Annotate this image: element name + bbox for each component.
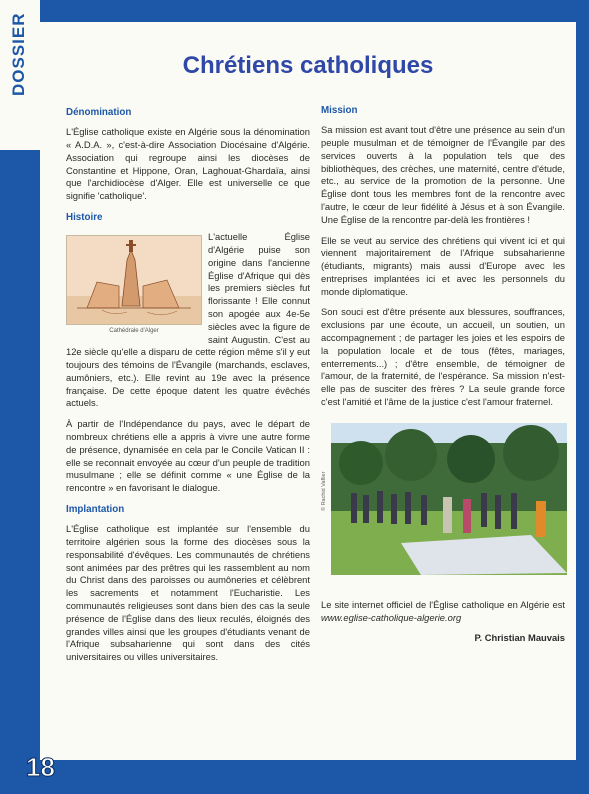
histoire-paragraph-2: À partir de l'Indépendance du pays, avec le départ de nombreux chrétiens elle a appris à vivre une autre forme de présence, dynamisée en cela par le Concile Vatican II : elle se reconnait envoyée au cœur d'un peuple de tradition musulmane ; elle se définit comme « une Église de la rencontre » en favorisant le dialogue. xyxy=(66,418,310,494)
mission-paragraph-1: Sa mission est avant tout d'être une présence au sein d'un peuple musulman et de témoigner de l'Évangile par des services ouverts à la population tels que des bibliothèques, des crèches, une maternité, centre d'étude, etc., au service de la promotion de la personne. Une Église dont tous les membres font de la rencontre avec l'autre, le cœur de leur fidélité à Jésus et à son Évangile. Une Église de la rencontre par-delà les frontières ! xyxy=(321,124,565,225)
section-heading-mission: Mission xyxy=(321,105,358,116)
author-signature: P. Christian Mauvais xyxy=(474,632,565,644)
section-heading-histoire: Histoire xyxy=(66,212,103,223)
website-text: Le site internet officiel de l'Église catholique en Algérie est xyxy=(321,598,565,610)
page-number: 18 xyxy=(26,752,55,782)
section-heading-denomination: Dénomination xyxy=(66,107,132,118)
website-link[interactable]: www.eglise-catholique-algerie.org xyxy=(321,611,462,623)
mission-paragraph-2: Elle se veut au service des chrétiens qui vivent ici et qui viennent majoritairement de l'Afrique subsaharienne (étudiants, migrants) mais aussi d'Europe avec les entreprises implantées ici et avec les personnels du monde diplomatique. xyxy=(321,234,565,297)
cathedral-sketch-image xyxy=(66,235,202,325)
magazine-page xyxy=(40,22,576,760)
group-photo-image xyxy=(331,423,567,575)
article-title: Chrétiens catholiques xyxy=(182,52,434,79)
denomination-paragraph: L'Église catholique existe en Algérie sous la dénomination « A.D.A. », c'est-à-dire Association Diocésaine d'Algérie. Association qui regroupe ainsi les diocèses de Constantine et Hippone, Oran, Laghouat-Ghardaïa, ainsi que l'archidiocèse d'Alger. Elle est universelle ce que signifie 'catholique'. xyxy=(66,126,310,202)
right-column xyxy=(321,104,565,645)
group-photo-figure xyxy=(321,423,567,585)
histoire-paragraph-1: L'actuelle Église d'Algérie puise son origine dans l'ancienne Église d'Afrique qui dès les premiers siècles fut florissante ! Elle connut son apogée aux 4e-5e siècles avec la figure de saint Augustin. C'est au 12e siècle qu'elle a disparu de cette région même s'il y eut toujours des témoins de l'Évangile (marchands, esclaves, aumôniers, etc.). Elle revint au 19e avec la présence française. De cette époque datent les quatre évêchés actuels. xyxy=(66,231,310,409)
section-heading-implantation: Implantation xyxy=(66,503,125,515)
dossier-tab-label: DOSSIER xyxy=(9,12,28,96)
dossier-tab xyxy=(0,0,40,150)
cathedral-figure xyxy=(66,235,202,339)
implantation-paragraph: L'Église catholique est implantée sur l'ensemble du territoire algérien sous la forme des diocèses sous la responsabilité d'évêques. Les communautés de chrétiens sont animées par des prêtres qui les rassemblent au nom du Christ dans des paroisses ou aumôneries et célèbrent les sacrements et notamment l'Eucharistie. Les communautés religieuses sont dans bien des cas la seule présence de l'Église dans des lieux reculés, éloignés des grandes villes ainsi que les groupes d'étudiants venant de l'Afrique subsaharienne qui sont dans des cités universitaires ou villes universitaires. xyxy=(66,523,310,663)
left-column xyxy=(66,106,310,672)
photo-credit: © Rachid Vaflier xyxy=(321,471,327,511)
mission-paragraph-3: Son souci est d'être présente aux blessures, souffrances, exclusions par une écoute, un accueil, un soutien, un accompagnement ; de partager les joies et les espoirs de la population locale et de tous (fêtes, mariages, enterrements...) ; d'être ensemble, de témoigner de l'amour, de la fraternité, de l'espérance. Sa mission n'est-elle pas de susciter des frères ? La seule grande force c'est l'amitié et l'âme de la justice c'est l'amour fraternel. xyxy=(321,306,565,407)
website-paragraph xyxy=(321,599,565,625)
figure-caption: Cathédrale d'Alger xyxy=(109,328,159,335)
